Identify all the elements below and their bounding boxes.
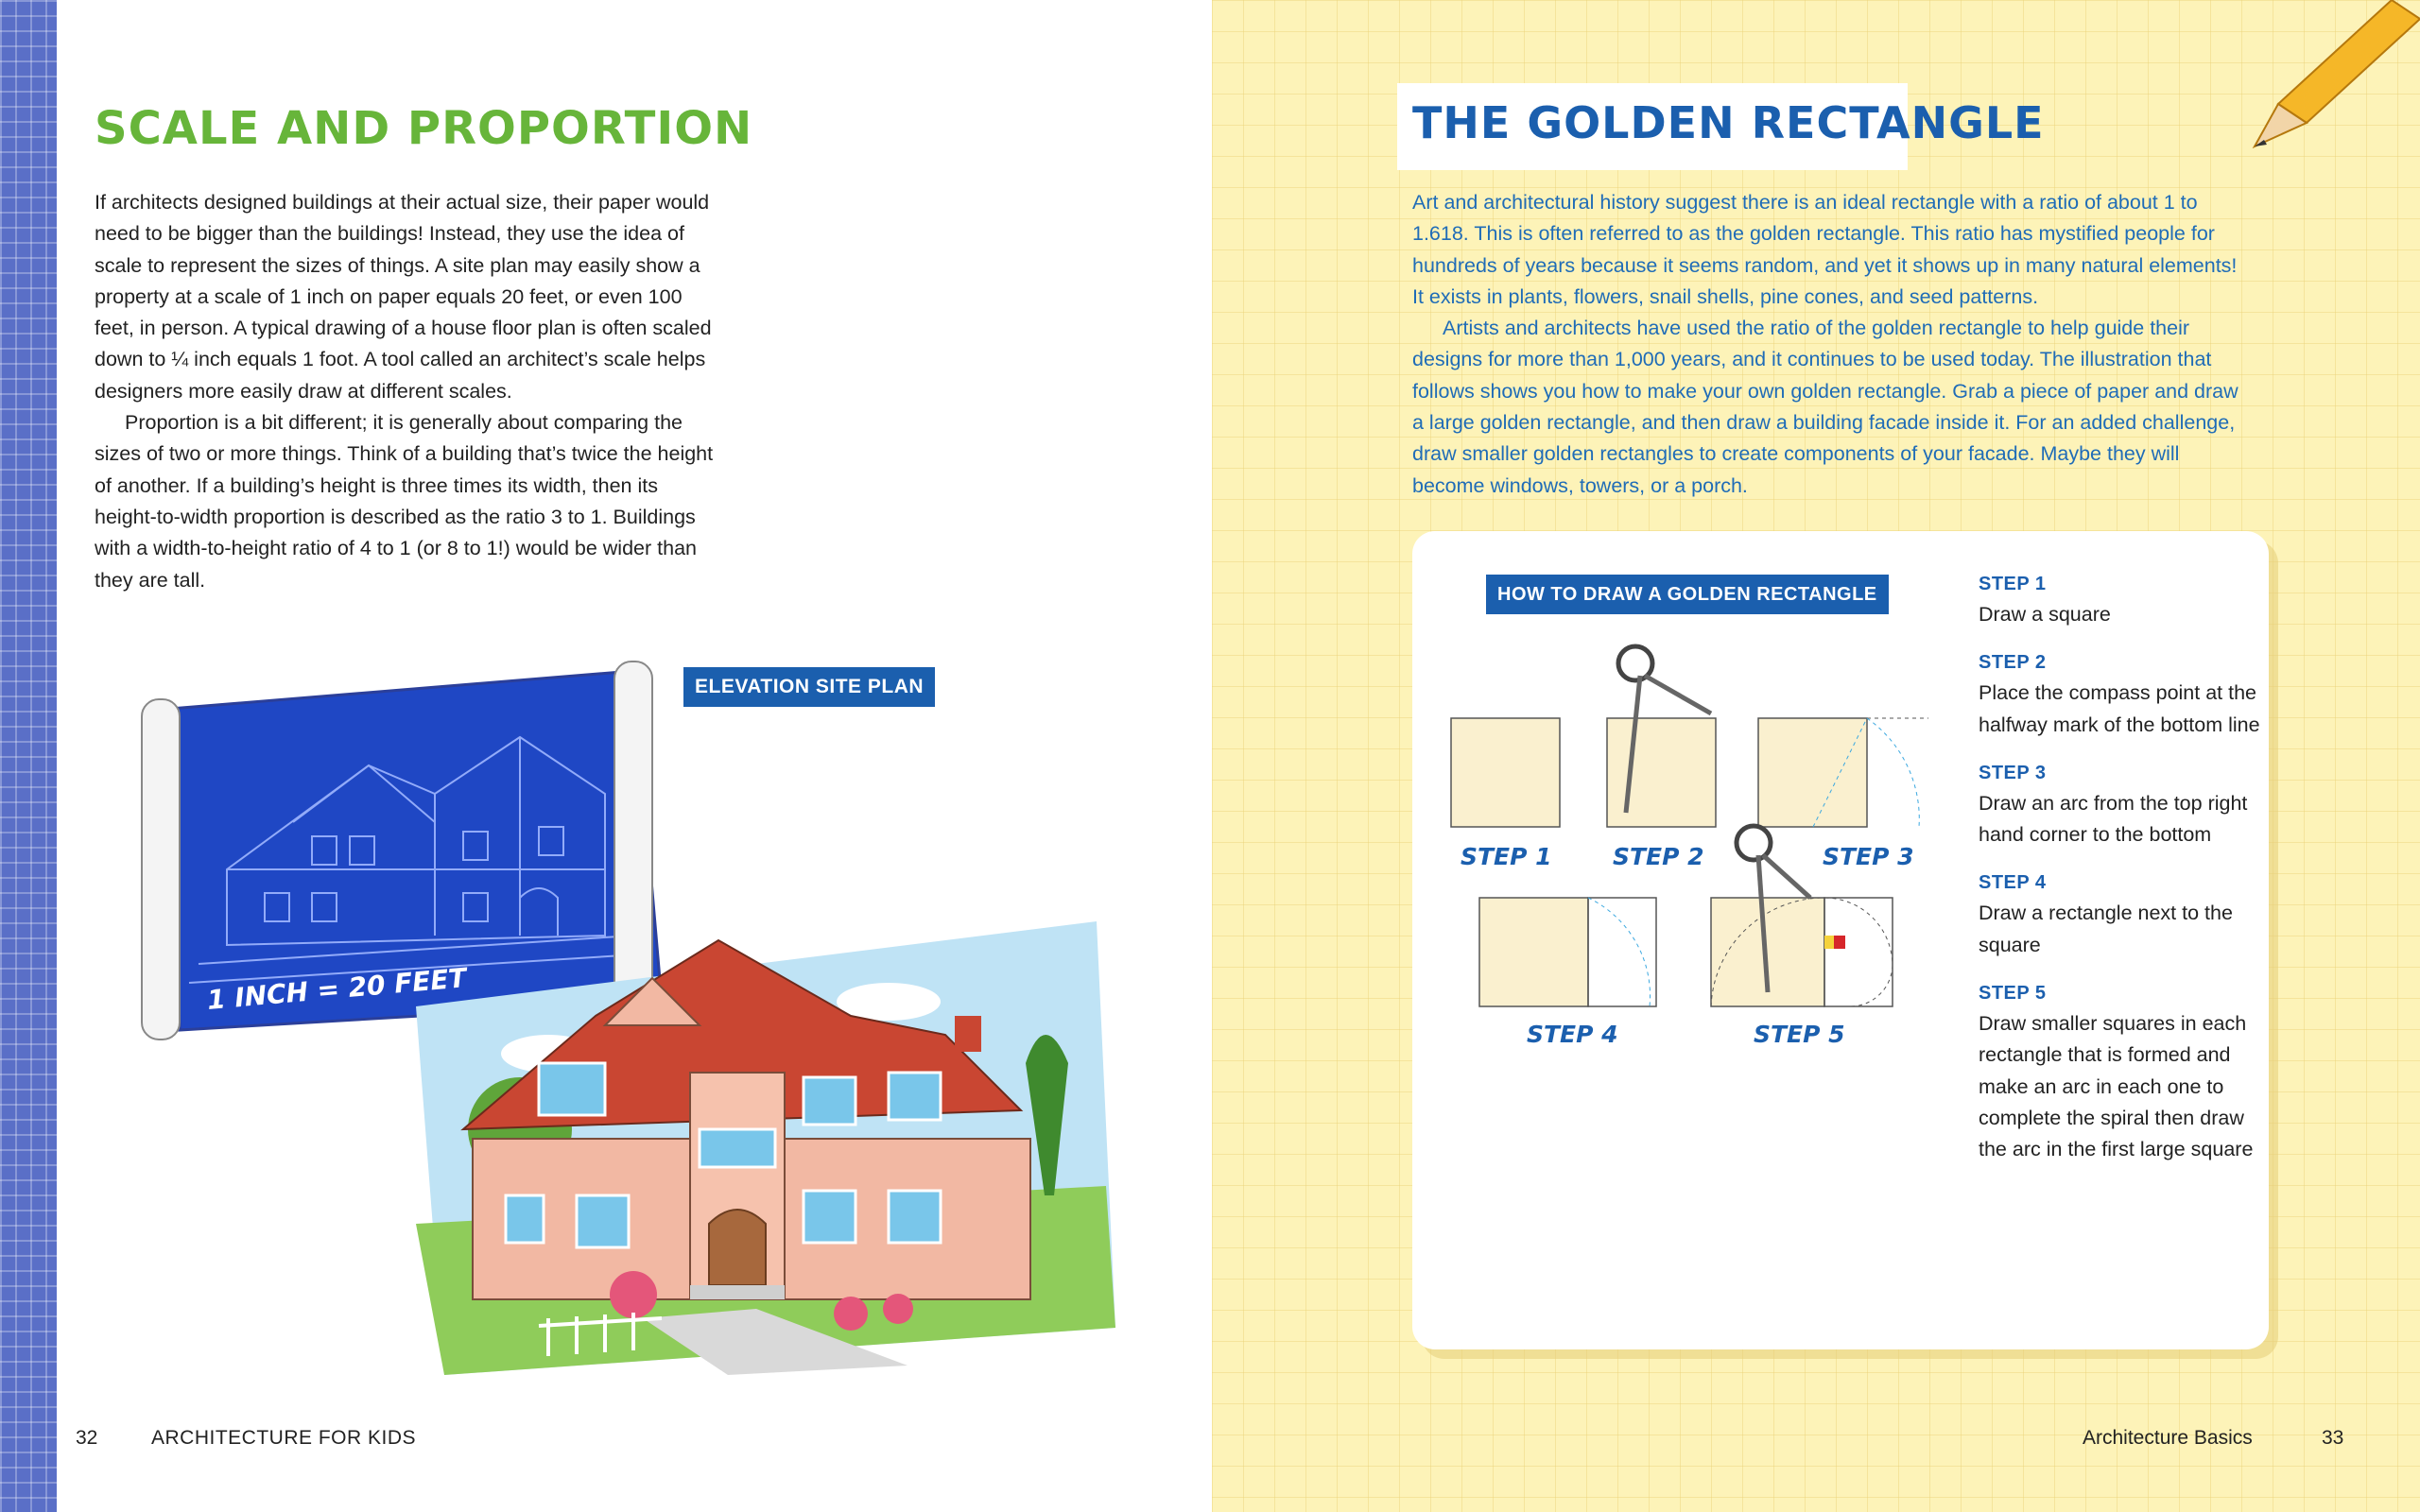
diagram-label-step5: STEP 5 [1754, 1021, 1845, 1048]
diagram-svg [1437, 624, 1928, 1058]
diagram-label-step1: STEP 1 [1461, 843, 1552, 870]
right-paragraph-1: Art and architectural history suggest there is an ideal rectangle with a ratio of about 1 to 1.618. This is often referred to as the golden rectangle. This ratio has mystified people for hundreds of years because it seems random, and yet it shows up in many natural elements! It exists in plants, flowers, snail shells, pine cones, and seed patterns. [1412, 191, 2238, 308]
step-label: STEP 1 [1979, 574, 2047, 594]
house-svg [416, 912, 1134, 1375]
left-running-title: ARCHITECTURE FOR KIDS [151, 1427, 417, 1449]
step-label: STEP 3 [1979, 762, 2047, 783]
how-to-draw-label: HOW TO DRAW A GOLDEN RECTANGLE [1486, 575, 1889, 614]
left-page-title: SCALE AND PROPORTION [95, 102, 753, 155]
step-item [1979, 978, 2262, 1165]
diagram-step3-square [1758, 718, 1867, 827]
left-page-grid-edge [0, 0, 57, 1512]
right-paragraph-2: Artists and architects have used the ratio of the golden rectangle to help guide their designs for more than 1,000 years, and it continues to be used today. The illustration that follows shows you how to make your own golden rectangle. Grab a piece of paper and draw a large golden rectangle, and then draw a building facade inside it. For an added challenge, draw smaller golden rectangles to create components of your facade. Maybe they will become windows, towers, or a porch. [1412, 317, 2238, 497]
diagram-step4-square [1479, 898, 1588, 1006]
step-text: Place the compass point at the halfway mark of the bottom line [1979, 681, 2260, 736]
right-running-title: Architecture Basics [2083, 1427, 2253, 1449]
step-item [1979, 647, 2262, 741]
diagram-label-step3: STEP 3 [1823, 843, 1914, 870]
diagram-label-step2: STEP 2 [1613, 843, 1704, 870]
house-illustration [416, 912, 1134, 1375]
steps-list [1979, 569, 2262, 1183]
step-text: Draw a square [1979, 603, 2111, 626]
diagram-label-step4: STEP 4 [1527, 1021, 1618, 1048]
diagram-step1-square [1451, 718, 1560, 827]
blueprint-caption: 1 INCH = 20 FEET [205, 962, 468, 1016]
left-page-number: 32 [76, 1427, 98, 1449]
step-label: STEP 4 [1979, 872, 2047, 894]
pencil-illustration [2240, 0, 2420, 161]
golden-rectangle-diagram [1437, 624, 1928, 1058]
step-item [1979, 868, 2262, 961]
left-paragraph-1: If architects designed buildings at their actual size, their paper would need to be bigger than the buildings! Instead, they use the idea of scale to represent the sizes of things. A site plan may easily show a property at a scale of 1 inch on paper equals 20 feet, or even 100 feet, in person. A typical drawing of a house floor plan is often scaled down to ¼ inch equals 1 foot. A tool called an architect’s scale helps designers more easily draw at different scales. [95, 191, 712, 403]
step-item [1979, 569, 2262, 630]
diagram-step2-square [1607, 718, 1716, 827]
step-item [1979, 758, 2262, 851]
left-page-body [95, 187, 718, 596]
step-label: STEP 5 [1979, 983, 2047, 1005]
elevation-site-plan-label: ELEVATION SITE PLAN [683, 667, 935, 707]
left-paragraph-2: Proportion is a bit different; it is generally about comparing the sizes of two or more things. Think of a building that’s twice the height of another. If a building’s height is three times its width, then its height-to-width proportion is described as the ratio 3 to 1. Buildings with a width-to-height ratio of 4 to 1 (or 8 to 1!) would be wider than they are tall. [95, 411, 714, 592]
right-page-number: 33 [2322, 1427, 2344, 1449]
step-text: Draw an arc from the top right hand corner to the bottom [1979, 791, 2248, 847]
right-page-body [1412, 187, 2254, 502]
right-page-title: THE GOLDEN RECTANGLE [1412, 97, 2045, 148]
step-label: STEP 2 [1979, 652, 2047, 674]
pencil-svg [2240, 0, 2420, 161]
step-text: Draw smaller squares in each rectangle that is formed and make an arc in each one to complete the spiral then draw the arc in the first large square [1979, 1012, 2254, 1161]
step-text: Draw a rectangle next to the square [1979, 902, 2233, 956]
